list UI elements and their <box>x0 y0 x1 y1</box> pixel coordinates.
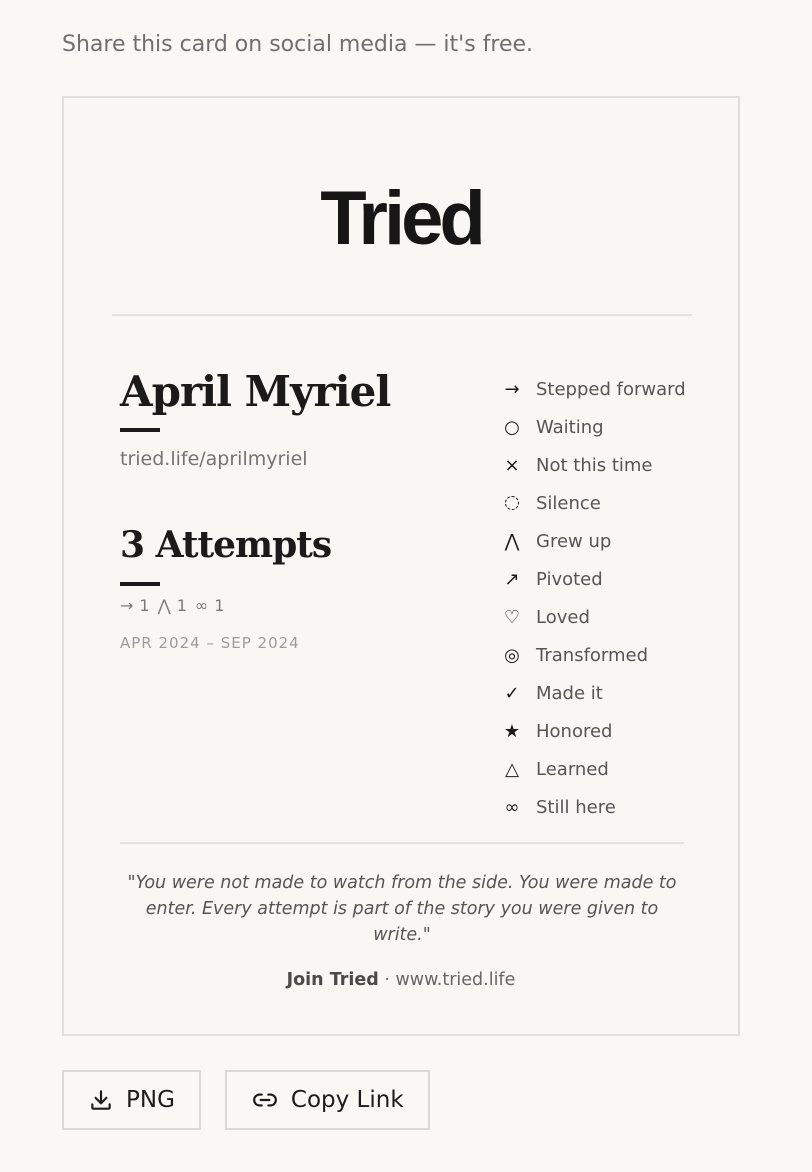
stat-count: 1 <box>214 596 225 615</box>
legend-label: Pivoted <box>536 568 603 590</box>
stat-count: 1 <box>176 596 187 615</box>
legend-label: Loved <box>536 606 590 628</box>
legend-item <box>500 560 686 598</box>
stat-count: 1 <box>139 596 150 615</box>
card-footer <box>64 970 738 990</box>
legend-item <box>500 408 686 446</box>
triangle-icon: △ <box>505 758 519 780</box>
stat-grew-up <box>158 596 187 615</box>
legend-item <box>500 484 686 522</box>
footer-separator: · <box>378 970 396 990</box>
name-underline <box>120 428 160 432</box>
heart-icon: ♡ <box>503 606 521 628</box>
bullseye-icon: ◎ <box>504 644 520 666</box>
stat-still-here <box>195 596 225 615</box>
card-divider-top <box>112 314 692 316</box>
legend-label: Silence <box>536 492 601 514</box>
star-icon: ★ <box>503 720 521 742</box>
infinity-icon: ∞ <box>194 596 209 615</box>
cross-icon: × <box>504 454 520 476</box>
symbol-legend <box>500 370 686 826</box>
download-png-button[interactable] <box>62 1070 201 1130</box>
join-cta: Join Tried <box>286 970 379 990</box>
legend-label: Made it <box>536 682 603 704</box>
legend-item <box>500 522 686 560</box>
legend-item <box>500 446 686 484</box>
legend-item <box>500 750 686 788</box>
brand-logo: Tried <box>320 176 482 261</box>
legend-item <box>500 636 686 674</box>
download-icon <box>88 1087 114 1113</box>
copy-link-button[interactable] <box>225 1070 430 1130</box>
wedge-icon: ⋀ <box>157 596 171 615</box>
share-card <box>62 96 740 1036</box>
footer-site: www.tried.life <box>395 970 516 990</box>
share-intro-text: Share this card on social media — it's free. <box>62 32 534 57</box>
link-icon <box>251 1087 279 1113</box>
circle-icon: ○ <box>504 416 520 438</box>
legend-label: Still here <box>536 796 616 818</box>
attempts-underline <box>120 582 160 586</box>
brand-logo-wrap <box>64 174 738 264</box>
legend-item <box>500 712 686 750</box>
attempt-stats <box>120 596 224 615</box>
date-range: APR 2024 – SEP 2024 <box>120 634 300 652</box>
legend-label: Waiting <box>536 416 604 438</box>
legend-label: Stepped forward <box>536 378 686 400</box>
share-actions <box>62 1070 430 1130</box>
download-png-label: PNG <box>126 1087 175 1113</box>
profile-name: April Myriel <box>120 367 391 416</box>
infinity-icon: ∞ <box>504 796 520 818</box>
legend-item <box>500 598 686 636</box>
check-icon: ✓ <box>504 682 520 704</box>
arrow-up-right-icon: ↗ <box>504 568 520 590</box>
arrow-right-icon: → <box>504 378 520 400</box>
copy-link-label: Copy Link <box>290 1087 404 1113</box>
legend-item <box>500 788 686 826</box>
legend-item <box>500 674 686 712</box>
legend-label: Learned <box>536 758 609 780</box>
attempts-title: 3 Attempts <box>120 524 332 566</box>
profile-url: tried.life/aprilmyriel <box>120 448 308 470</box>
dashed-circle-icon <box>500 496 524 510</box>
legend-label: Transformed <box>536 644 649 666</box>
card-divider-bottom <box>120 842 684 844</box>
legend-label: Honored <box>536 720 613 742</box>
arrow-right-icon: → <box>120 596 134 615</box>
legend-label: Grew up <box>536 530 612 552</box>
wedge-icon: ⋀ <box>504 530 520 552</box>
legend-label: Not this time <box>536 454 653 476</box>
legend-item <box>500 370 686 408</box>
stat-stepped-forward <box>120 596 150 615</box>
card-quote: "You were not made to watch from the side. You were made to enter. Every attempt is part of the story you were given to write." <box>127 873 677 945</box>
